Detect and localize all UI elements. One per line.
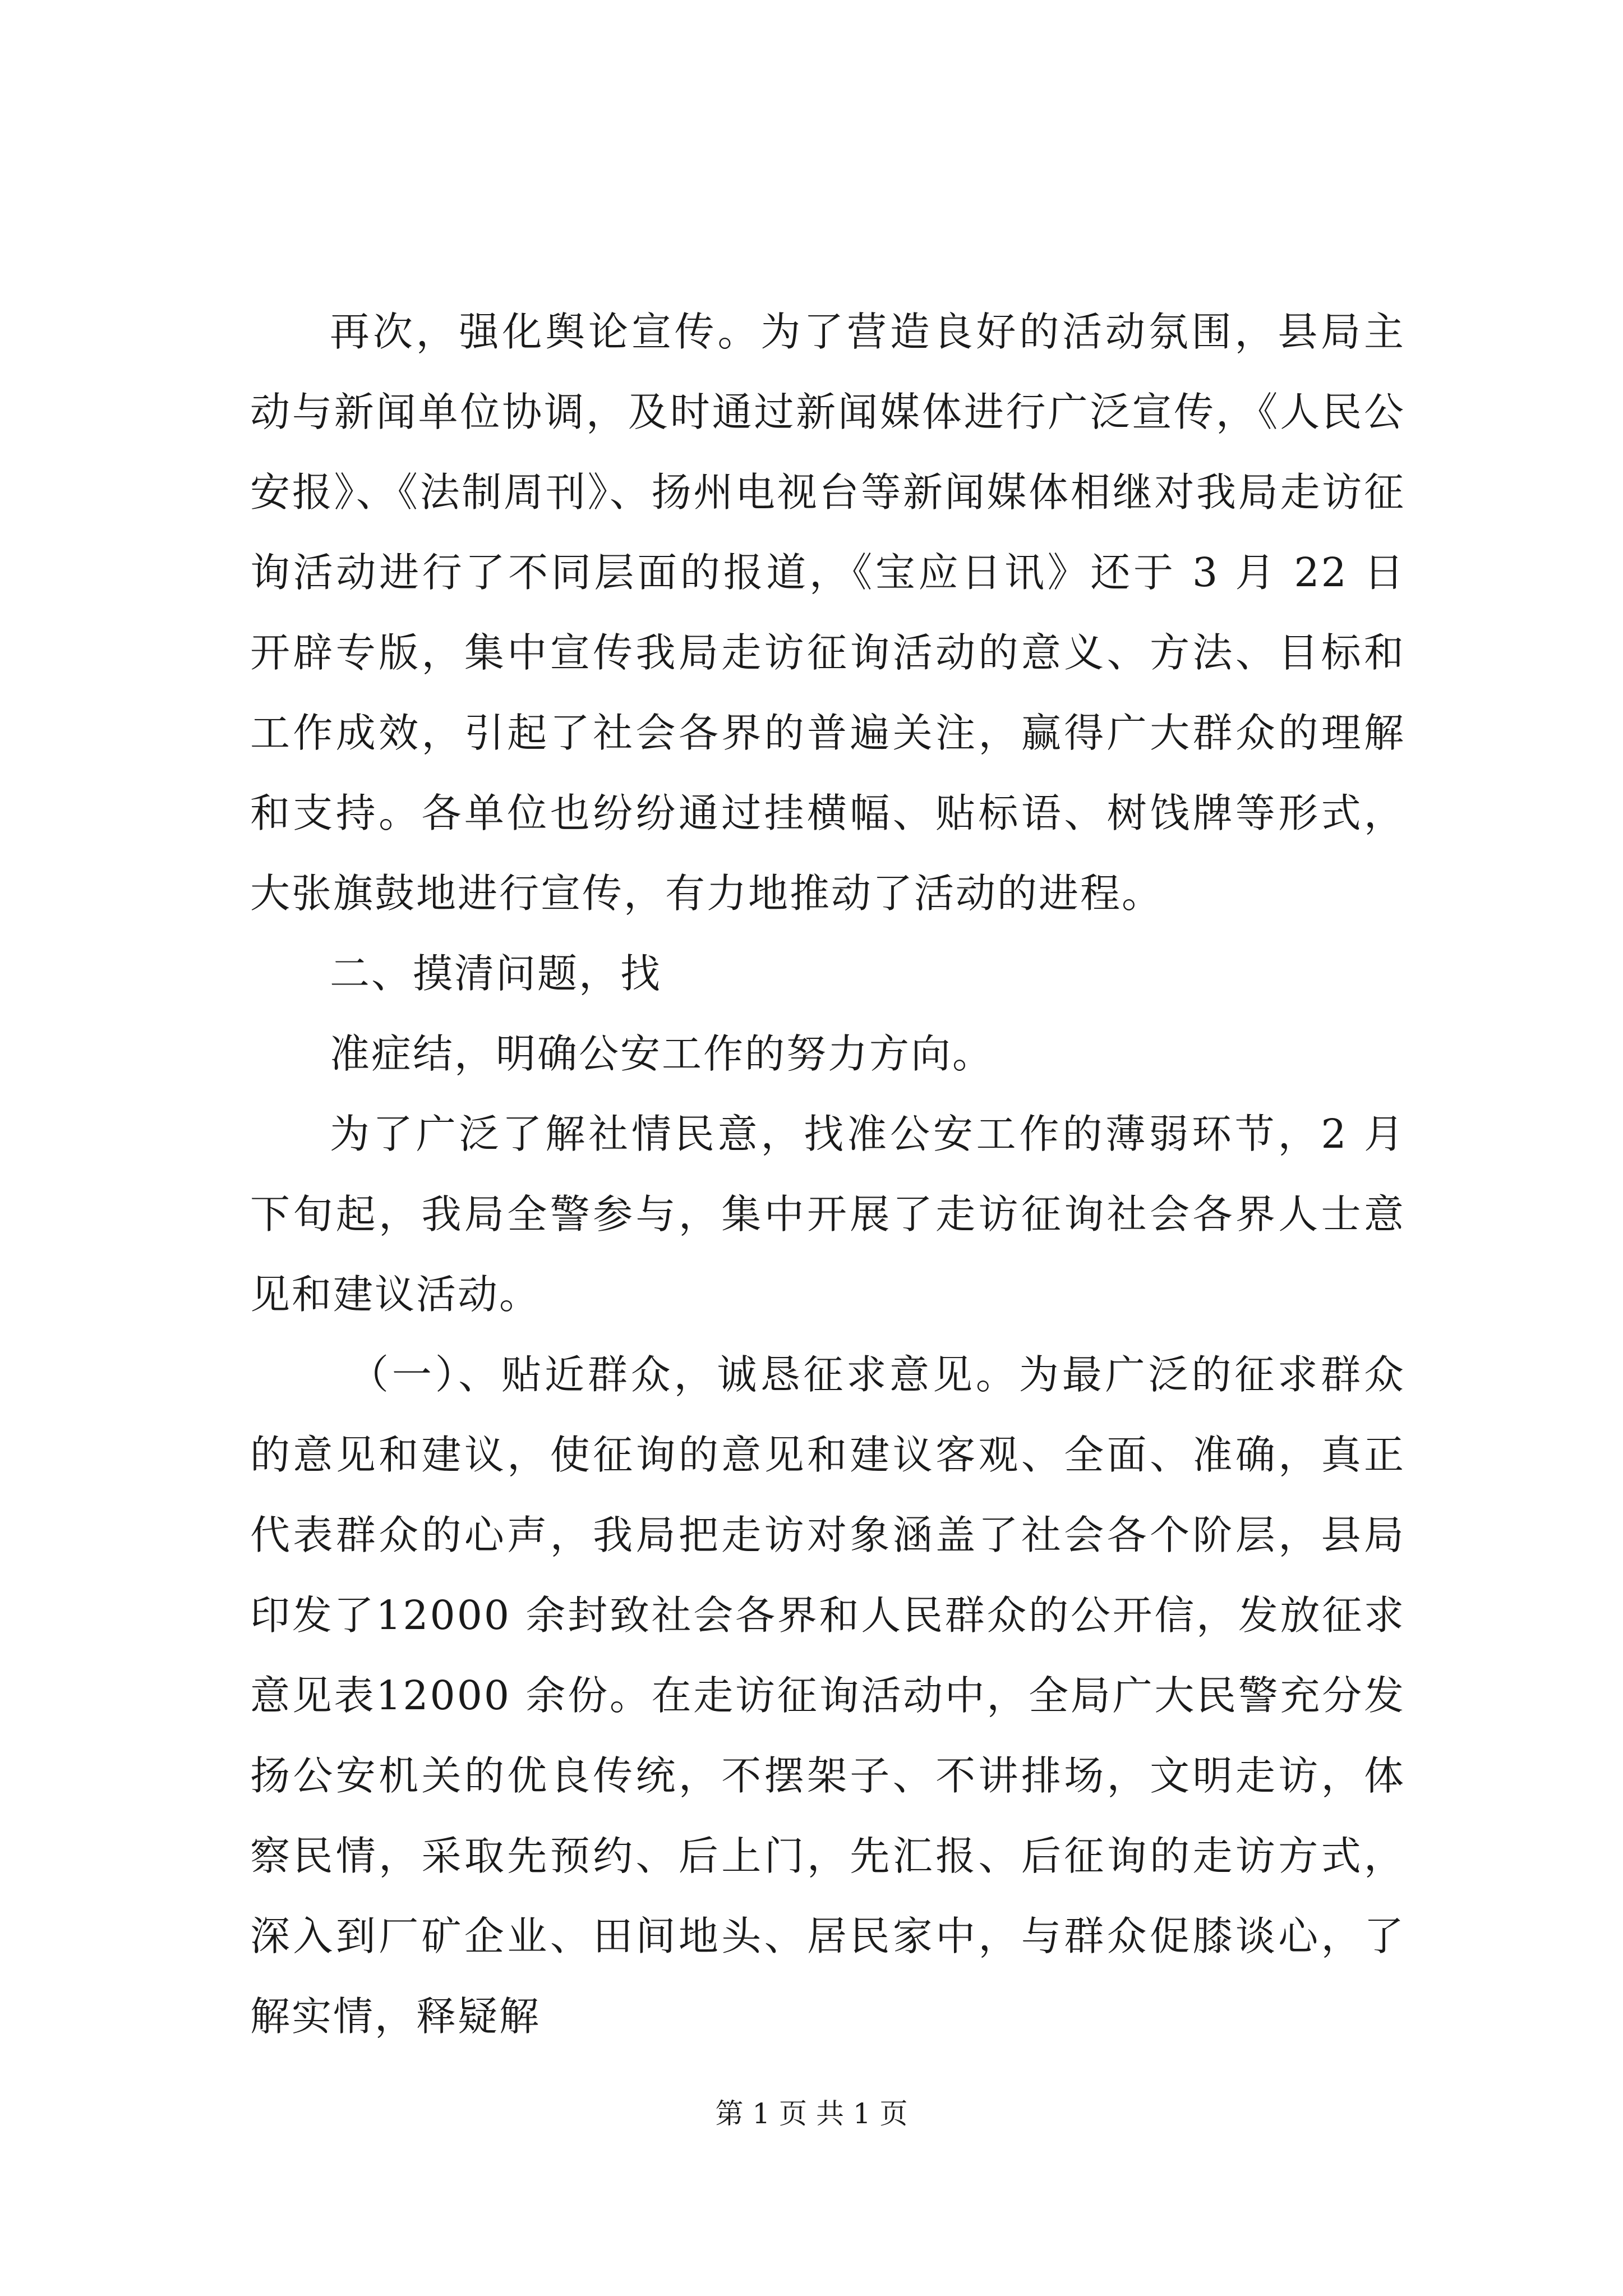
paragraph-publicity: 再次，强化舆论宣传。为了营造良好的活动氛围，县局主动与新闻单位协调，及时通过新闻媒体进行广泛宣传，《人民公安报》、《法制周刊》、扬州电视台等新闻媒体相继对我局走访征询活动进行了不同层面的报道，《宝应日讯》还于 3 月 22 日开辟专版，集中宣传我局走访征询活动的意义、方法、目标和工作成效，引起了社会各界的普遍关注，赢得广大群众的理解和支持。各单位也纷纷通过挂横幅、贴标语、树饯牌等形式，大张旗鼓地进行宣传，有力地推动了活动的进程。 — [250, 309, 1405, 917]
document-body — [250, 292, 1405, 2056]
paragraph-subsection-one: （一）、贴近群众，诚恳征求意见。为最广泛的征求群众的意见和建议，使征询的意见和建议客观、全面、准确，真正代表群众的心声，我局把走访对象涵盖了社会各个阶层，县局印发了12000 余封致社会各界和人民群众的公开信，发放征求意见表12000 余份。在走访征询活动中，全局广大民警充分发扬公安机关的优良传统，不摆架子、不讲排场，文明走访，体察民情，采取先预约、后上门，先汇报、后征询的走访方式，深入到厂矿企业、田间地头、居民家中，与群众促膝谈心，了解实情，释疑解 — [250, 1351, 1405, 2040]
page-footer: 第 1 页 共 1 页 — [715, 2097, 908, 2130]
paragraph-survey-intro: 为了广泛了解社情民意，找准公安工作的薄弱环节，2 月下旬起，我局全警参与，集中开展了走访征询社会各界人士意见和建议活动。 — [250, 1111, 1405, 1318]
section-heading-two: 二、摸清问题，找 — [330, 950, 662, 997]
section-heading-two-continued: 准症结，明确公安工作的努力方向。 — [330, 1030, 994, 1077]
